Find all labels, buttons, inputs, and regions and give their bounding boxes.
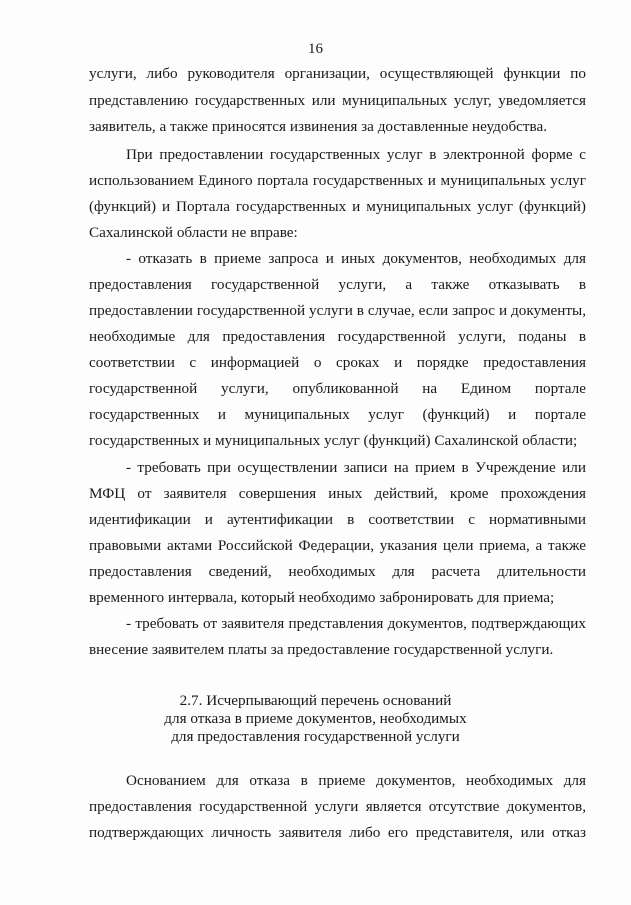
text-line: предоставления государственной услуги является отсутствие документов, [89, 798, 586, 815]
text-line: временного интервала, который необходимо забронировать для приема; [89, 589, 555, 606]
text-line: подтверждающих личность заявителя либо его представителя, или отказ [89, 824, 586, 841]
section-heading: для отказа в приеме документов, необходимых [164, 710, 467, 727]
text-line: предоставления сведений, необходимых для расчета длительности [89, 563, 586, 580]
text-line: соответствии с информацией о сроках и порядке предоставления [89, 354, 586, 371]
text-line: МФЦ от заявителя совершения иных действий, кроме прохождения [89, 485, 586, 502]
text-line: внесение заявителем платы за предоставление государственной услуги. [89, 641, 554, 658]
text-line: правовыми актами Российской Федерации, указания цели приема, а также [89, 537, 586, 554]
text-line: предоставления государственной услуги, а также отказывать в [89, 276, 586, 293]
text-line: При предоставлении государственных услуг в электронной форме с [126, 146, 586, 163]
text-line: - отказать в приеме запроса и иных документов, необходимых для [126, 250, 586, 267]
text-line: заявитель, а также приносятся извинения за доставленные неудобства. [89, 118, 548, 135]
text-line: - требовать от заявителя представления документов, подтверждающих [126, 615, 586, 632]
section-heading: 2.7. Исчерпывающий перечень оснований [179, 692, 452, 709]
text-line: (функций) и Портала государственных и муниципальных услуг (функций) [89, 198, 586, 215]
text-line: государственных и муниципальных услуг (функций) Сахалинской области; [89, 432, 578, 449]
text-line: предоставлении государственной услуги в случае, если запрос и документы, [89, 302, 586, 319]
text-line: Сахалинской области не вправе: [89, 224, 298, 241]
page-number: 16 [308, 41, 323, 57]
text-line: необходимые для предоставления государственной услуги, поданы в [89, 328, 586, 345]
text-line: использованием Единого портала государственных и муниципальных услуг [89, 172, 586, 189]
text-line: - требовать при осуществлении записи на прием в Учреждение или [126, 459, 586, 476]
text-line: государственной услуги, опубликованной на Едином портале [89, 380, 586, 397]
section-heading: для предоставления государственной услуги [171, 728, 460, 745]
text-line: идентификации и аутентификации в соответствии с нормативными [89, 511, 586, 528]
text-line: Основанием для отказа в приеме документов, необходимых для [126, 772, 586, 789]
text-line: услуги, либо руководителя организации, осуществляющей функции по [89, 65, 586, 82]
text-line: представлению государственных или муниципальных услуг, уведомляется [89, 92, 586, 109]
text-line: государственных и муниципальных услуг (функций) и портале [89, 406, 586, 423]
